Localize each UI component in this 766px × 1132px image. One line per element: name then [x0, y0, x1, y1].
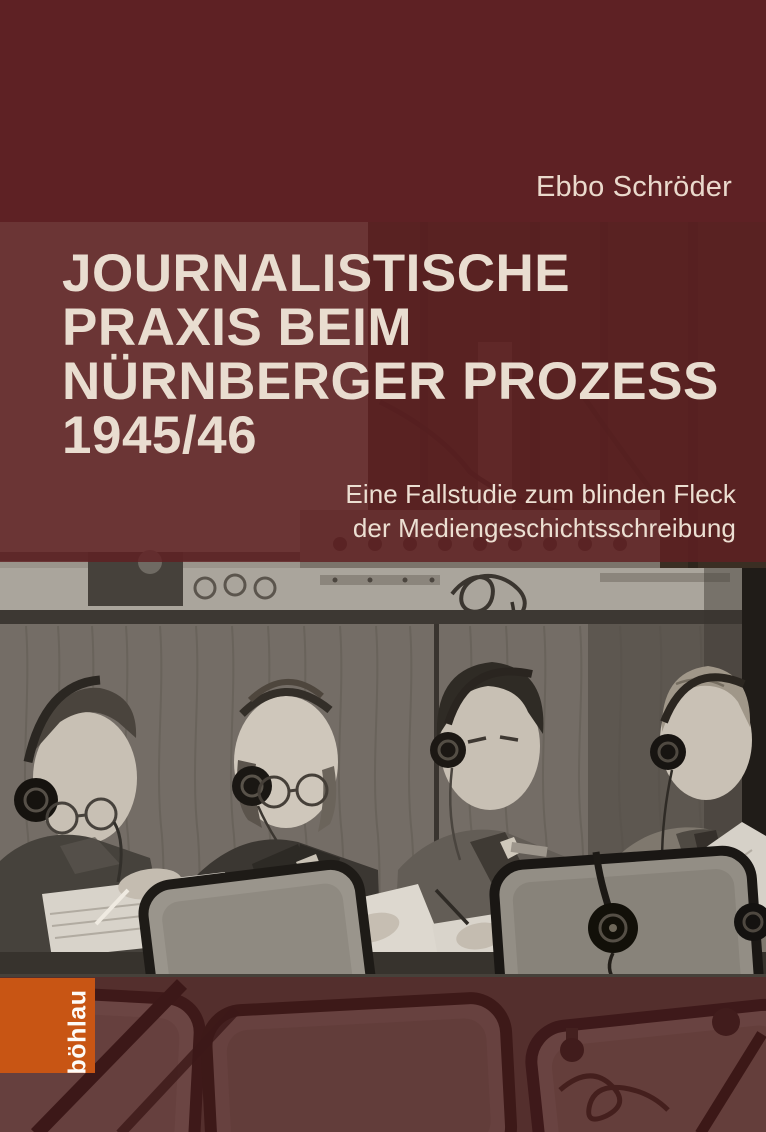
maroon-tint-lower	[0, 977, 766, 1132]
author-name: Ebbo Schröder	[535, 171, 732, 203]
title-line-3: NÜRNBERGER PROZESS	[62, 352, 719, 411]
publisher-logo-text: böhlau	[63, 989, 92, 1075]
title-line-2: PRAXIS BEIM	[62, 298, 413, 357]
subtitle-line-1: Eine Fallstudie zum blinden Fleck	[345, 479, 736, 509]
book-title	[62, 244, 719, 465]
book-subtitle	[345, 477, 736, 545]
subtitle-line-2: der Mediengeschichtsschreibung	[352, 513, 736, 543]
title-line-4: 1945/46	[62, 406, 258, 465]
publisher-logo-box	[0, 978, 95, 1073]
title-line-1: JOURNALISTISCHE	[62, 244, 571, 303]
